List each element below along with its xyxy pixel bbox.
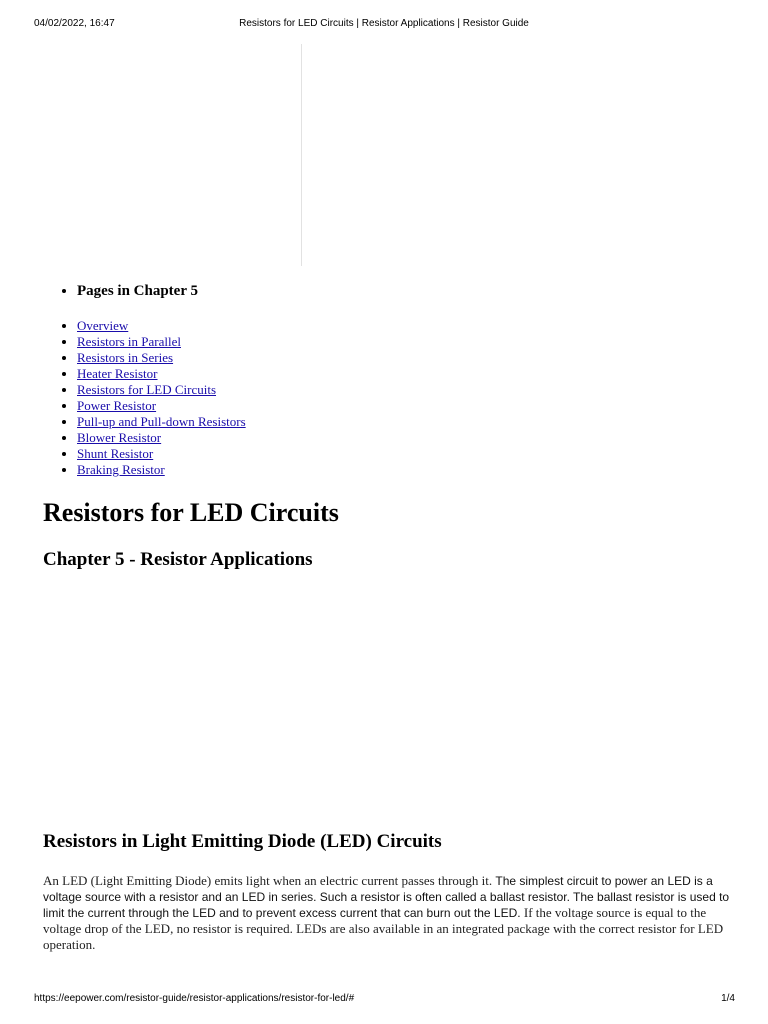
nav-link-pull-up-pull-down[interactable]: Pull-up and Pull-down Resistors — [77, 414, 246, 429]
nav-link-resistors-in-parallel[interactable]: Resistors in Parallel — [77, 334, 181, 349]
nav-item-pull-up-pull-down — [77, 414, 246, 430]
print-footer-page-number: 1/4 — [721, 993, 735, 1004]
intro-text-highlight: The simplest circuit to power an LED is a voltage source with a resistor and an LED in series. Such a resistor is often called a ballast resistor. The ballast resistor is used to limit the current through the LED and to prevent excess current that can burn out the LED. — [43, 874, 730, 920]
intro-paragraph — [43, 873, 733, 953]
nav-item-resistors-in-parallel — [77, 334, 246, 350]
print-footer-url: https://eepower.com/resistor-guide/resistor-applications/resistor-for-led/# — [34, 993, 355, 1004]
nav-item-shunt-resistor — [77, 446, 246, 462]
chapter-nav-heading-list — [60, 283, 198, 300]
section-heading: Resistors in Light Emitting Diode (LED) Circuits — [43, 831, 442, 852]
nav-link-heater-resistor[interactable]: Heater Resistor — [77, 366, 158, 381]
nav-link-resistors-for-led[interactable]: Resistors for LED Circuits — [77, 382, 217, 397]
nav-item-power-resistor — [77, 398, 246, 414]
nav-link-blower-resistor[interactable]: Blower Resistor — [77, 430, 162, 445]
chapter-subtitle: Chapter 5 - Resistor Applications — [43, 549, 313, 570]
divider-line — [301, 44, 302, 266]
intro-text-start: An LED (Light Emitting Diode) emits light when an electric current passes through it. — [43, 873, 496, 888]
nav-item-blower-resistor — [77, 430, 246, 446]
nav-link-overview[interactable]: Overview — [77, 318, 129, 333]
nav-link-shunt-resistor[interactable]: Shunt Resistor — [77, 446, 154, 461]
print-header-datetime: 04/02/2022, 16:47 — [34, 18, 115, 29]
nav-item-resistors-in-series — [77, 350, 246, 366]
nav-link-braking-resistor[interactable]: Braking Resistor — [77, 462, 165, 477]
nav-link-power-resistor[interactable]: Power Resistor — [77, 398, 157, 413]
page-title: Resistors for LED Circuits — [43, 498, 339, 527]
chapter-nav-heading: • Pages in Chapter 5 — [77, 283, 198, 300]
print-header-title: Resistors for LED Circuits | Resistor Applications | Resistor Guide — [239, 18, 529, 29]
nav-item-resistors-for-led — [77, 382, 246, 398]
nav-item-heater-resistor — [77, 366, 246, 382]
nav-item-overview — [77, 318, 246, 334]
chapter-nav-list — [60, 318, 246, 478]
nav-item-braking-resistor — [77, 462, 246, 478]
intro-text-end: If the voltage source is equal to the voltage drop of the LED, no resistor is required. LEDs are also available in an integrated package with the correct resistor for LED operation. — [43, 905, 724, 952]
nav-link-resistors-in-series[interactable]: Resistors in Series — [77, 350, 174, 365]
